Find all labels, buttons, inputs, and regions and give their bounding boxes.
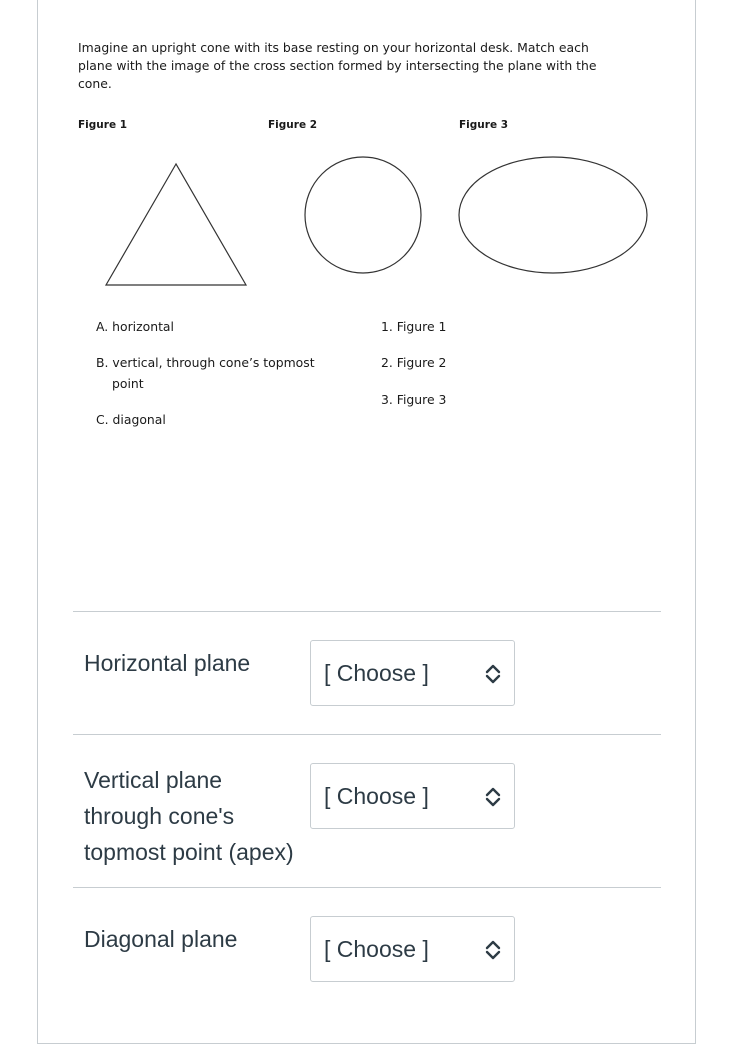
plane-option-c [96,409,166,430]
figure-3-ellipse [459,157,647,273]
match-label-line: through cone's [84,803,235,829]
plane-option-letter: A. [96,319,109,334]
plane-option-b-continued: point [112,376,144,391]
row-divider [73,734,661,735]
match-label-vertical [84,762,309,870]
plane-option-text: horizontal [112,319,174,334]
plane-option-b [96,352,315,373]
prompt-line: plane with the image of the cross section formed by intersecting the plane with the [78,58,597,73]
row-divider [73,887,661,888]
figure-choice-3: 3. Figure 3 [381,392,447,407]
match-label-diagonal [84,921,309,957]
select-value: [ Choose ] [324,660,429,686]
figure-choice-2: 2. Figure 2 [381,355,447,370]
plane-option-text: vertical, through cone’s topmost [112,355,315,370]
chevron-up-down-icon [484,939,502,961]
figure-2-label: Figure 2 [268,119,318,131]
match-select-vertical[interactable] [310,763,515,829]
select-value: [ Choose ] [324,936,429,962]
prompt-line: cone. [78,76,112,91]
match-label-horizontal [84,645,309,681]
figure-1-label: Figure 1 [78,119,128,131]
chevron-up-down-icon [484,663,502,685]
figures-drawing [0,0,729,300]
row-divider [73,611,661,612]
select-value: [ Choose ] [324,783,429,809]
match-select-diagonal[interactable] [310,916,515,982]
chevron-up-down-icon [484,786,502,808]
figure-2-circle [305,157,421,273]
match-label-line: topmost point (apex) [84,839,294,865]
match-select-horizontal[interactable] [310,640,515,706]
plane-option-letter: B. [96,355,109,370]
plane-option-a [96,316,174,337]
prompt-line: Imagine an upright cone with its base resting on your horizontal desk. Match each [78,40,589,55]
plane-option-letter: C. [96,412,109,427]
figure-1-triangle [106,164,246,285]
match-label-line: Vertical plane [84,767,223,793]
plane-option-text: diagonal [112,412,166,427]
match-label-line: Diagonal plane [84,926,238,952]
figure-3-label: Figure 3 [459,119,509,131]
figure-choice-1: 1. Figure 1 [381,319,447,334]
match-label-line: Horizontal plane [84,650,251,676]
